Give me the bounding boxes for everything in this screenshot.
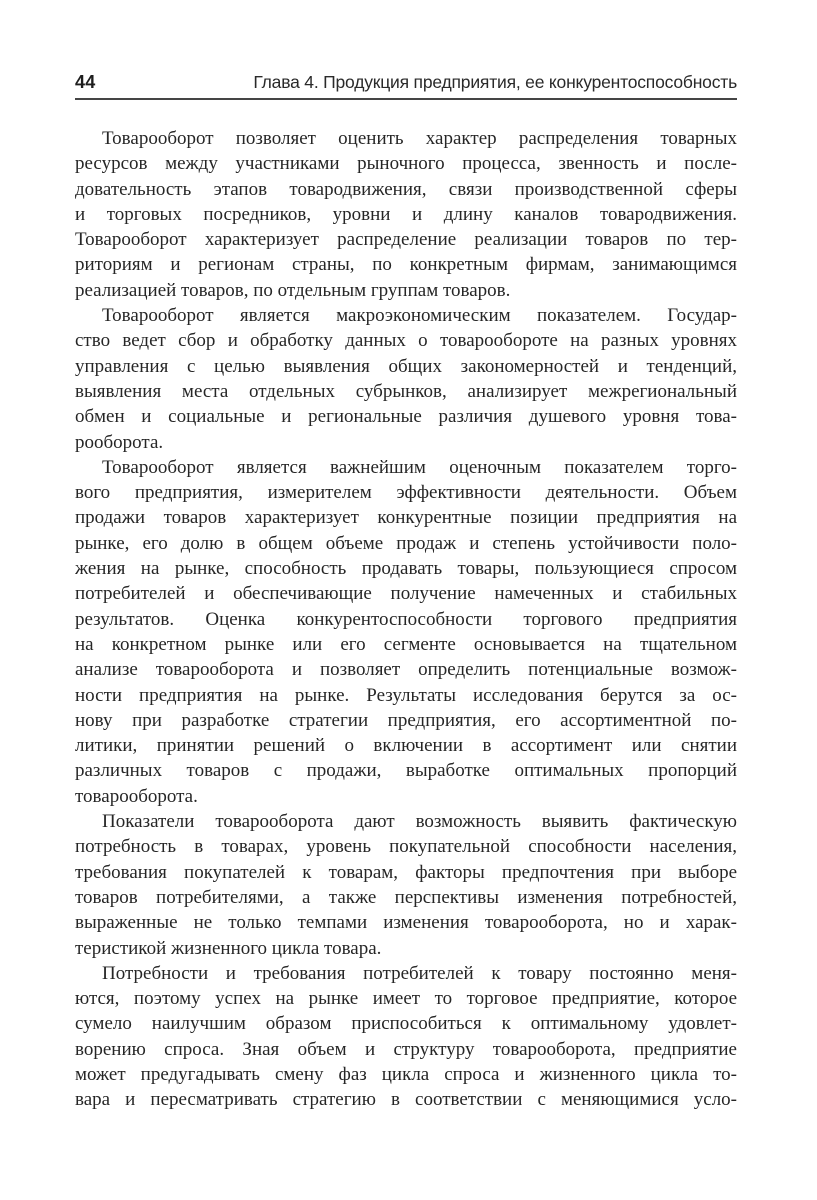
- text-line: потребность в товарах, уровень покупательной способности населения,: [75, 836, 737, 858]
- text-line: рынке, его долю в общем объеме продаж и степень устойчивости поло-: [75, 532, 737, 554]
- text-line: Товарооборот является макроэкономическим показателем. Государ-: [102, 305, 737, 327]
- page-header: [75, 72, 737, 93]
- text-line: реализацией товаров, по отдельным группам товаров.: [75, 279, 511, 301]
- text-line: теристикой жизненного цикла товара.: [75, 937, 382, 959]
- paragraph: [75, 455, 737, 809]
- text-line: потребителей и обеспечивающие получение намеченных и стабильных: [75, 583, 737, 605]
- text-line: Товарооборот позволяет оценить характер распределения товарных: [102, 128, 737, 149]
- text-line: Товарооборот является важнейшим оценочным показателем торго-: [102, 456, 737, 478]
- text-line: ство ведет сбор и обработку данных о товарообороте на разных уровнях: [75, 330, 737, 352]
- text-line: вого предприятия, измерителем эффективности деятельности. Объем: [75, 482, 737, 504]
- text-line: сумело наилучшим образом приспособиться к оптимальному удовлет-: [75, 1013, 737, 1035]
- text-line: товарооборота.: [75, 785, 198, 807]
- text-line: ются, поэтому успех на рынке имеет то торговое предприятие, которое: [75, 988, 737, 1010]
- text-line: различных товаров с продажи, выработке оптимальных пропорций: [75, 760, 737, 782]
- text-line: литики, принятии решений о включении в ассортимент или снятии: [75, 735, 737, 757]
- text-line: Показатели товарооборота дают возможность выявить фактическую: [102, 811, 737, 833]
- text-line: результатов. Оценка конкурентоспособности торгового предприятия: [75, 608, 737, 630]
- text-line: требования покупателей к товарам, факторы предпочтения при выборе: [75, 861, 737, 883]
- text-line: выраженные не только темпами изменения товарооборота, но и харак-: [75, 912, 737, 934]
- paragraph: [75, 961, 737, 1113]
- text-line: товаров потребителями, а также перспективы изменения потребностей,: [75, 886, 737, 908]
- text-line: Потребности и требования потребителей к товару постоянно меня-: [102, 962, 737, 984]
- paragraph: [75, 303, 737, 455]
- text-line: нову при разработке стратегии предприятия, его ассортиментной по-: [75, 709, 737, 731]
- text-line: анализе товарооборота и позволяет определить потенциальные возмож-: [75, 659, 737, 681]
- text-line: рооборота.: [75, 431, 164, 453]
- text-line: ресурсов между участниками рыночного процесса, звенность и после-: [75, 153, 737, 175]
- text-line: обмен и социальные и региональные различия душевого уровня това-: [75, 406, 737, 428]
- text-line: на конкретном рынке или его сегменте основывается на тщательном: [75, 633, 737, 655]
- text-line: управления с целью выявления общих закономерностей и тенденций,: [75, 355, 737, 377]
- text-line: ности предприятия на рынке. Результаты исследования берутся за ос-: [75, 684, 737, 706]
- text-line: и торговых посредников, уровни и длину каналов товародвижения.: [75, 203, 737, 225]
- text-line: риториям и регионам страны, по конкретным фирмам, занимающимся: [75, 254, 737, 276]
- chapter-title: Глава 4. Продукция предприятия, ее конкурентоспособность: [253, 72, 737, 92]
- text-line: продажи товаров характеризует конкурентные позиции предприятия на: [75, 507, 737, 529]
- page-body: [75, 126, 737, 1113]
- text-line: вара и пересматривать стратегию в соответствии с меняющимися усло-: [75, 1089, 737, 1111]
- paragraph: [75, 809, 737, 961]
- page-number: 44: [75, 72, 96, 92]
- text-line: ворению спроса. Зная объем и структуру товарооборота, предприятие: [75, 1038, 737, 1060]
- text-line: жения на рынке, способность продавать товары, пользующиеся спросом: [75, 558, 737, 580]
- paragraph: [75, 126, 737, 303]
- text-line: выявления места отдельных субрынков, анализирует межрегиональный: [75, 380, 737, 402]
- text-line: может предугадывать смену фаз цикла спроса и жизненного цикла то-: [75, 1063, 737, 1085]
- text-line: Товарооборот характеризует распределение реализации товаров по тер-: [75, 229, 737, 251]
- header-rule: [75, 98, 737, 100]
- text-line: довательность этапов товародвижения, связи производственной сферы: [75, 178, 737, 200]
